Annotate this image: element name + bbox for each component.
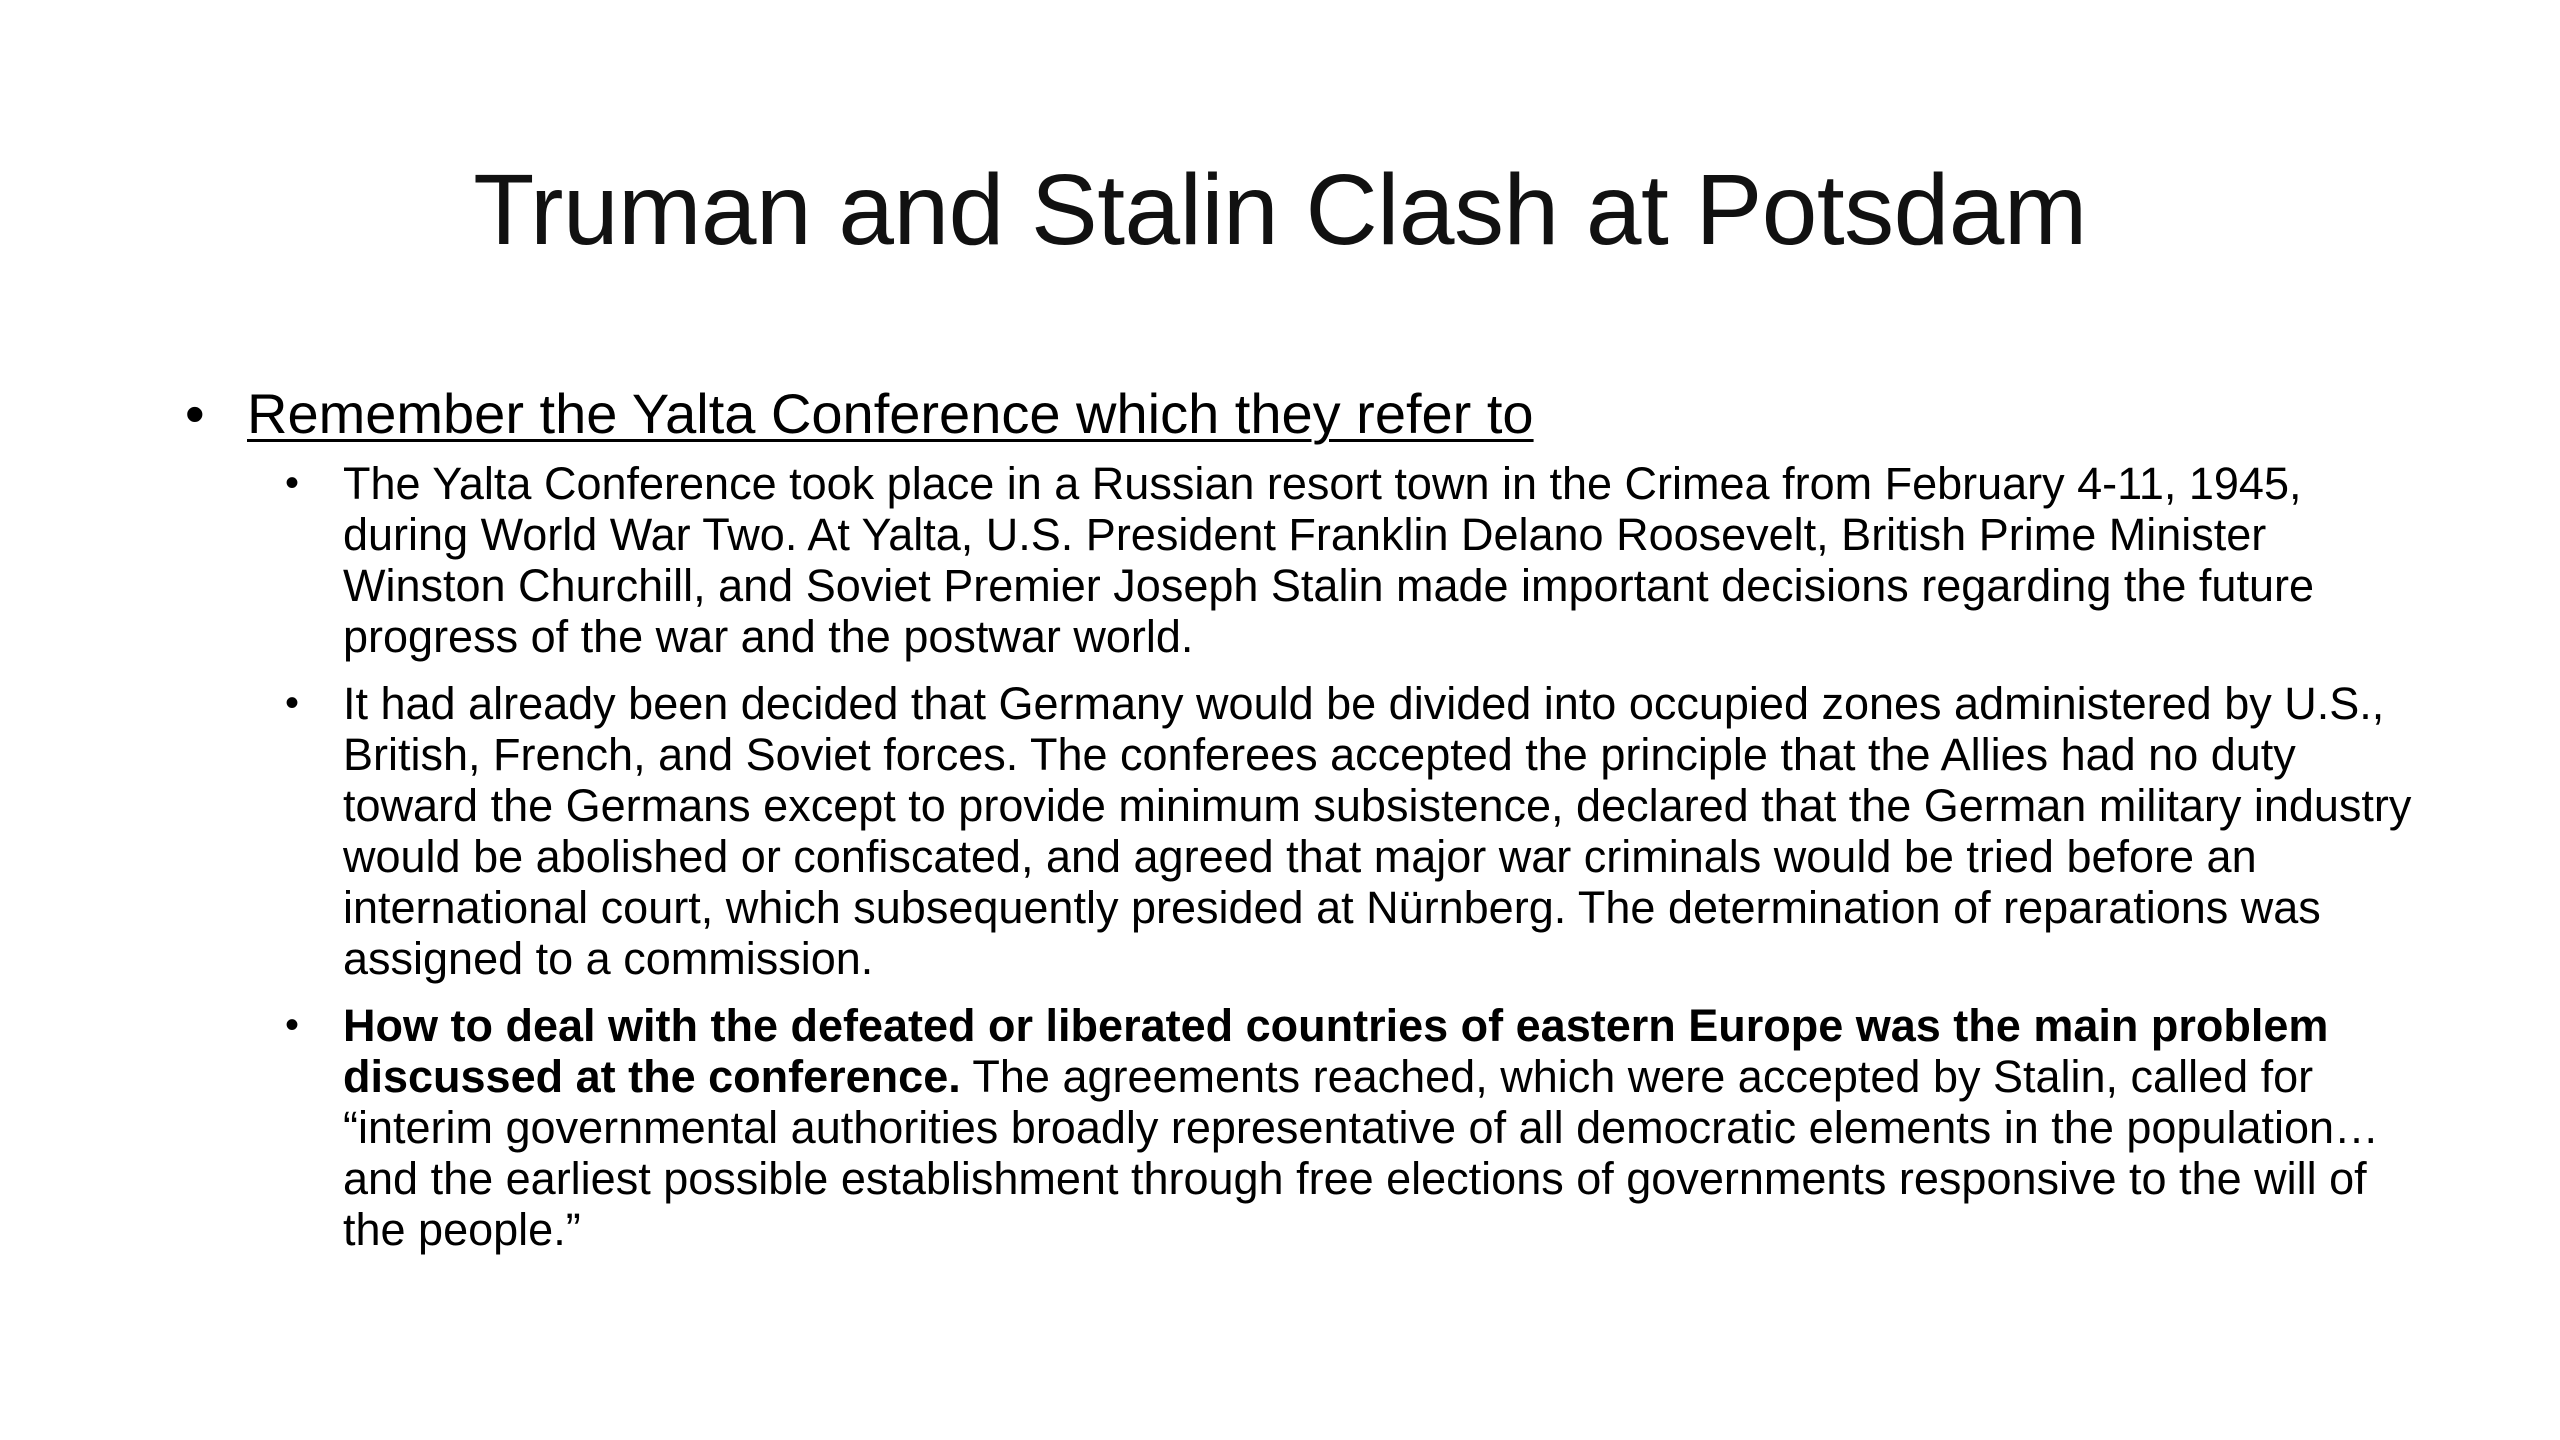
sub-bullet-list bbox=[185, 458, 2415, 1255]
main-bullet-text: Remember the Yalta Conference which they refer to bbox=[247, 382, 1534, 445]
slide-title: Truman and Stalin Clash at Potsdam bbox=[473, 154, 2087, 266]
bullet-marker: • bbox=[285, 461, 300, 505]
sub-bullet-yalta-overview bbox=[185, 458, 2415, 662]
sub-bullet-text: It had already been decided that Germany would be divided into occupied zones administered by U.S., British, French, and Soviet forces. The conferees accepted the principle that the Allies had no duty toward the Germans except to provide minimum subsistence, declared that the German military industry would be abolished or confiscated, and agreed that major war criminals would be tried before an international court, which subsequently presided at Nürnberg. The determination of reparations was assigned to a commission. bbox=[343, 678, 2412, 984]
bullet-marker: • bbox=[285, 1003, 300, 1047]
sub-bullet-germany-zones bbox=[185, 678, 2415, 984]
sub-bullet-eastern-europe bbox=[185, 1000, 2415, 1255]
sub-bullet-text: The Yalta Conference took place in a Russian resort town in the Crimea from February 4-11, 1945, during World War Two. At Yalta, U.S. President Franklin Delano Roosevelt, British Prime Minister Winston Churchill, and Soviet Premier Joseph Stalin made important decisions regarding the future progress of the war and the postwar world. bbox=[343, 458, 2314, 662]
bullet-marker: • bbox=[185, 382, 205, 445]
sub-bullet-text: The agreements reached, which were accepted by Stalin, called for “interim governmental authorities broadly representative of all democratic elements in the population…and the earliest possible establishment through free elections of governments responsive to the will of the people.” bbox=[343, 1051, 2380, 1255]
slide-body bbox=[185, 380, 2415, 1271]
main-bullet bbox=[185, 380, 2415, 448]
bullet-marker: • bbox=[285, 681, 300, 725]
sub-bullet-bold-text: How to deal with the defeated or liberated countries of eastern Europe was the main problem discussed at the conference. bbox=[343, 1000, 2329, 1102]
